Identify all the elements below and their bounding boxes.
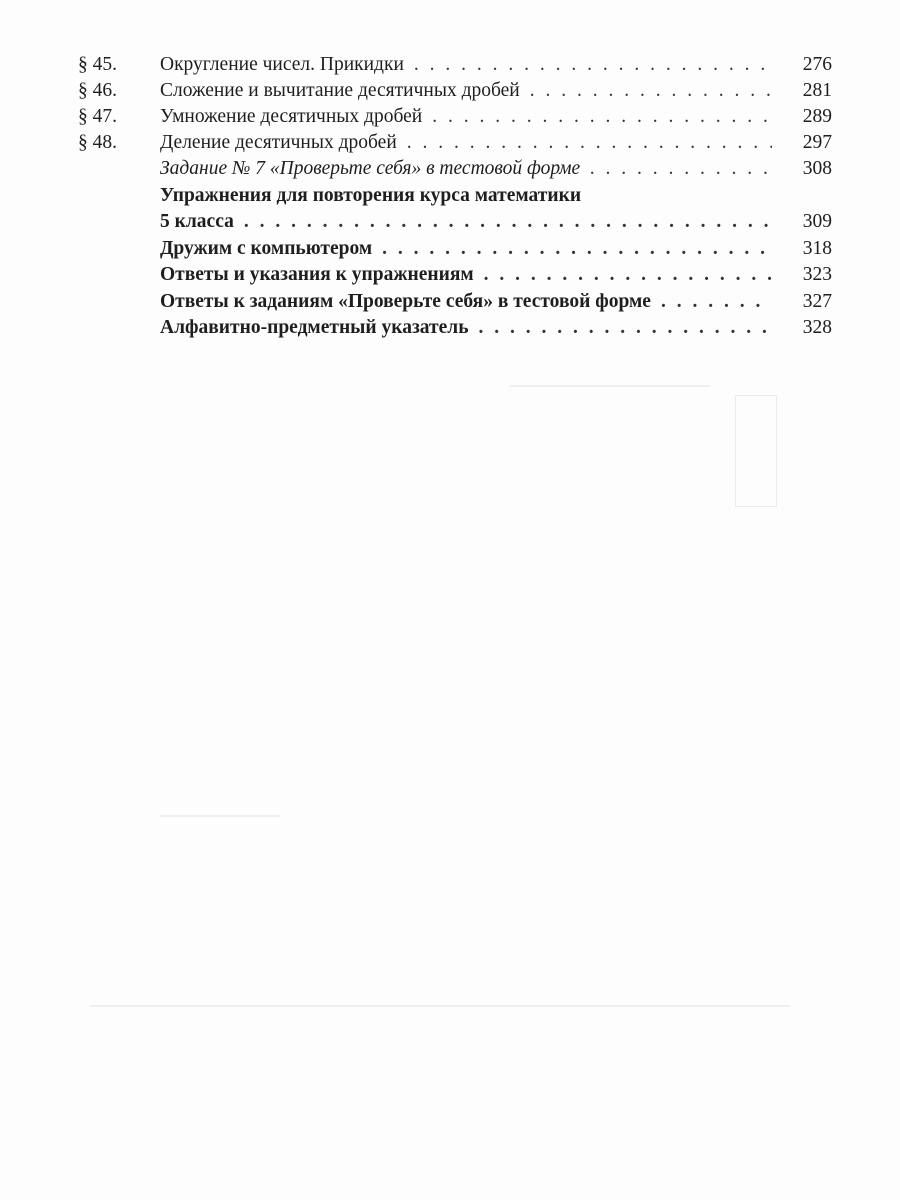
entry-title: 5 класса [160, 211, 234, 232]
toc-entry [0, 154, 900, 184]
dot-leader [590, 154, 772, 184]
section-number: § 45. [78, 54, 117, 75]
entry-title: Задание № 7 «Проверьте себя» в тестовой форме [160, 158, 581, 179]
page-number: 309 [802, 211, 832, 232]
entry-title: Округление чисел. Прикидки [160, 54, 404, 75]
bleed-through-shadow [160, 815, 280, 817]
toc-entry [0, 207, 900, 237]
page-number: 328 [802, 317, 832, 338]
entry-title: Упражнения для повторения курса математики [160, 185, 582, 206]
dot-leader [244, 207, 772, 237]
section-number: § 46. [78, 80, 117, 101]
page-number: 327 [802, 291, 832, 312]
page-number: 297 [802, 132, 832, 153]
entry-title: Умножение десятичных дробей [160, 106, 423, 127]
section-number: § 48. [78, 132, 117, 153]
page-number: 308 [802, 158, 832, 179]
section-number: § 47. [78, 106, 117, 127]
page-number: 318 [802, 238, 832, 259]
entry-title: Сложение и вычитание десятичных дробей [160, 80, 520, 101]
dot-leader [484, 260, 772, 290]
bleed-through-shadow [510, 385, 710, 387]
toc-entry [0, 260, 900, 290]
page-number: 276 [802, 54, 832, 75]
entry-title: Деление десятичных дробей [160, 132, 397, 153]
bleed-through-shadow [735, 395, 777, 507]
entry-title: Ответы к заданиям «Проверьте себя» в тестовой форме [160, 291, 651, 312]
bleed-through-shadow [90, 1005, 790, 1007]
page-number: 323 [802, 264, 832, 285]
page-number: 281 [802, 80, 832, 101]
toc-entry [0, 313, 900, 343]
dot-leader [479, 313, 772, 343]
page-number: 289 [802, 106, 832, 127]
entry-title: Алфавитно-предметный указатель [160, 317, 469, 338]
entry-title: Ответы и указания к упражнениям [160, 264, 474, 285]
entry-title: Дружим с компьютером [160, 238, 373, 259]
